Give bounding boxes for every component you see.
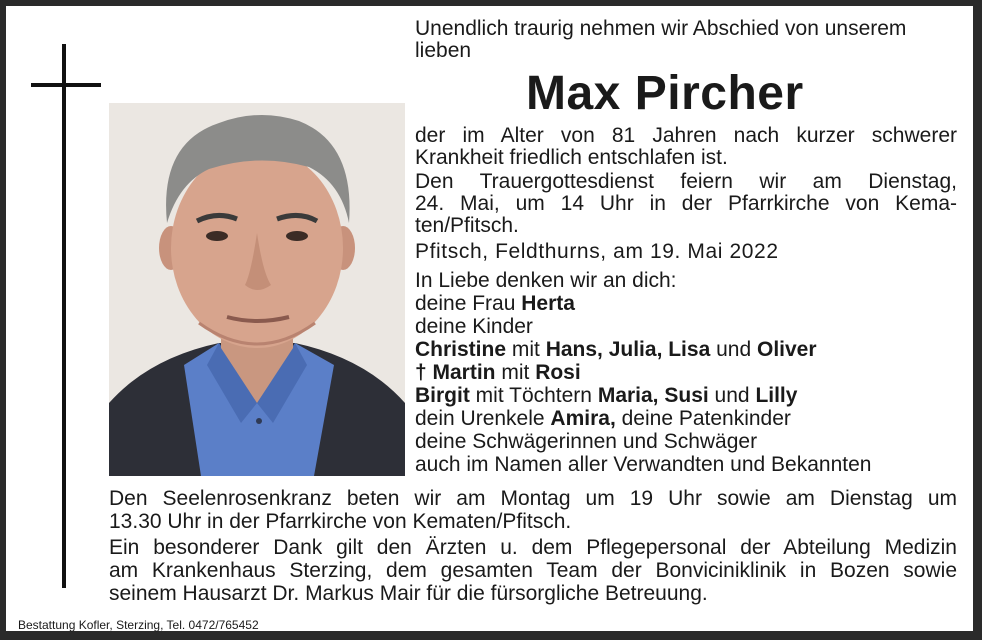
service-line-3: ten/Pfitsch. — [415, 214, 519, 237]
thanks-line-2: am Krankenhaus Sterzing, dem gesamten Team der Bonviciniklinik in Bozen sowie — [109, 559, 957, 582]
intro-line-2: lieben — [415, 39, 472, 62]
connector-text: dein Urenkele — [415, 407, 551, 430]
mourner-name: Christine — [415, 338, 507, 361]
mourners-intro: In Liebe denken wir an dich: — [415, 269, 677, 292]
mourner-row-great-grandchild — [415, 407, 791, 430]
rosary-line-1: Den Seelenrosenkranz beten wir am Montag um 19 Uhr sowie am Dienstag um — [109, 487, 957, 510]
connector-text: deine Patenkinder — [615, 407, 791, 430]
mourner-name: Lilly — [755, 384, 798, 407]
thanks-line-1: Ein besonderer Dank gilt den Ärzten u. dem Pflegepersonal der Abteilung Medizin — [109, 536, 957, 559]
wife-name: Herta — [521, 292, 575, 315]
connector-text: mit Töchtern — [469, 384, 598, 407]
portrait-photo — [109, 103, 405, 476]
mourner-row-christine — [415, 338, 817, 361]
age-line-2: Krankheit friedlich entschlafen ist. — [415, 146, 728, 169]
mourner-row-birgit — [415, 384, 797, 407]
thanks-line-3: seinem Hausarzt Dr. Markus Mair für die fürsorgliche Betreuung. — [109, 582, 708, 605]
rosary-line-2: 13.30 Uhr in der Pfarrkirche von Kematen/Pfitsch. — [109, 510, 572, 533]
mourner-row-martin — [415, 361, 581, 384]
mourner-wife — [415, 292, 575, 315]
mourner-relatives: auch im Namen aller Verwandten und Bekannten — [415, 453, 872, 476]
connector-text: und — [708, 384, 756, 407]
mourner-name: Amira, — [550, 407, 616, 430]
mourner-name: Rosi — [535, 361, 581, 384]
undertaker-footer: Bestattung Kofler, Sterzing, Tel. 0472/765452 — [18, 618, 259, 632]
deceased-name: Max Pircher — [526, 67, 804, 120]
cross-icon-vertical — [62, 44, 66, 588]
mourner-name: † Martin — [415, 361, 496, 384]
mourner-name: Birgit — [415, 384, 470, 407]
cross-icon-horizontal — [31, 83, 101, 87]
obituary-card — [6, 6, 973, 631]
children-label: deine Kinder — [415, 315, 533, 338]
mourner-inlaws: deine Schwägerinnen und Schwäger — [415, 430, 758, 453]
service-line-2: 24. Mai, um 14 Uhr in der Pfarrkirche von Kema- — [415, 192, 957, 215]
connector-text: mit — [506, 338, 546, 361]
mourner-name: Oliver — [756, 338, 817, 361]
portrait-photo-illustration — [109, 103, 405, 476]
wife-prefix: deine Frau — [415, 292, 522, 315]
connector-text: und — [710, 338, 757, 361]
place-date: Pfitsch, Feldthurns, am 19. Mai 2022 — [415, 240, 779, 263]
intro-line-1: Unendlich traurig nehmen wir Abschied von unserem — [415, 17, 907, 40]
connector-text: mit — [495, 361, 536, 384]
age-line-1: der im Alter von 81 Jahren nach kurzer schwerer — [415, 124, 957, 147]
service-line-1: Den Trauergottesdienst feiern wir am Dienstag, — [415, 170, 957, 193]
mourner-name: Maria, Susi — [597, 384, 709, 407]
mourner-name: Hans, Julia, Lisa — [545, 338, 711, 361]
